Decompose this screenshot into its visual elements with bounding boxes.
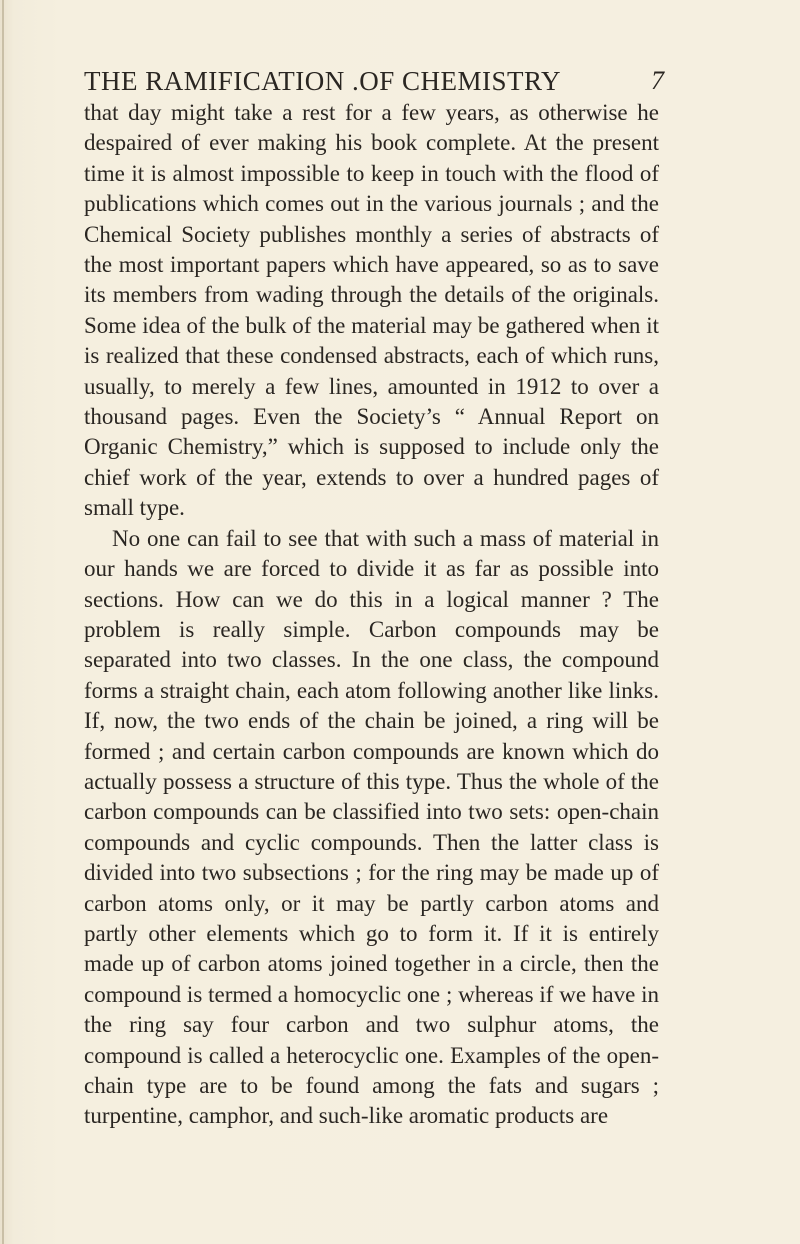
paragraph-classification: No one can fail to see that with such a mass of material in our hands we are forced to divide it as far as possible into sections. How can we do this in a logical manner ? The problem is really simple. Carbon compounds may be separated into two classes. In the one class, the compound forms a straight chain, each atom following another like links. If, now, the two ends of the chain be joined, a ring will be formed ; and certain carbon compounds are known which do actually possess a structure of this type. Thus the whole of the carbon compounds can be classified into two sets: open-chain compounds and cyclic compounds. Then the latter class is divided into two subsections ; for the ring may be made up of carbon atoms only, or it may be partly carbon atoms and partly other elements which go to form it. If it is entirely made up of carbon atoms joined together in a circle, then the compound is termed a homocyclic one ; whereas if we have in the ring say four carbon and two sulphur atoms, the compound is called a heterocyclic one. Examples of the open-chain type are to be found among the fats and sugars ; turpentine, camphor, and such-like aromatic products are: [84, 525, 659, 1129]
paragraph-continued: that day might take a rest for a few years, as otherwise he despaired of ever making his book complete. At the present time it is almost impossible to keep in touch with the flood of publications which comes out in the various journals ; and the Chemical Society publishes monthly a series of abstracts of the most important papers which have appeared, so as to save its members from wading through the details of the originals. Some idea of the bulk of the material may be gathered when it is realized that these condensed abstracts, each of which runs, usually, to merely a few lines, amounted in 1912 to over a thousand pages. Even the Society’s “ Annual Report on Organic Chemistry,” which is supposed to include only the chief work of the year, extends to over a hundred pages of small type.: [84, 100, 659, 521]
page-number: 7: [651, 66, 664, 95]
running-head-title: THE RAMIFICATION .OF CHEMISTRY: [84, 66, 562, 96]
page-gutter-edge: [2, 0, 4, 1244]
body-text: [84, 98, 659, 1132]
